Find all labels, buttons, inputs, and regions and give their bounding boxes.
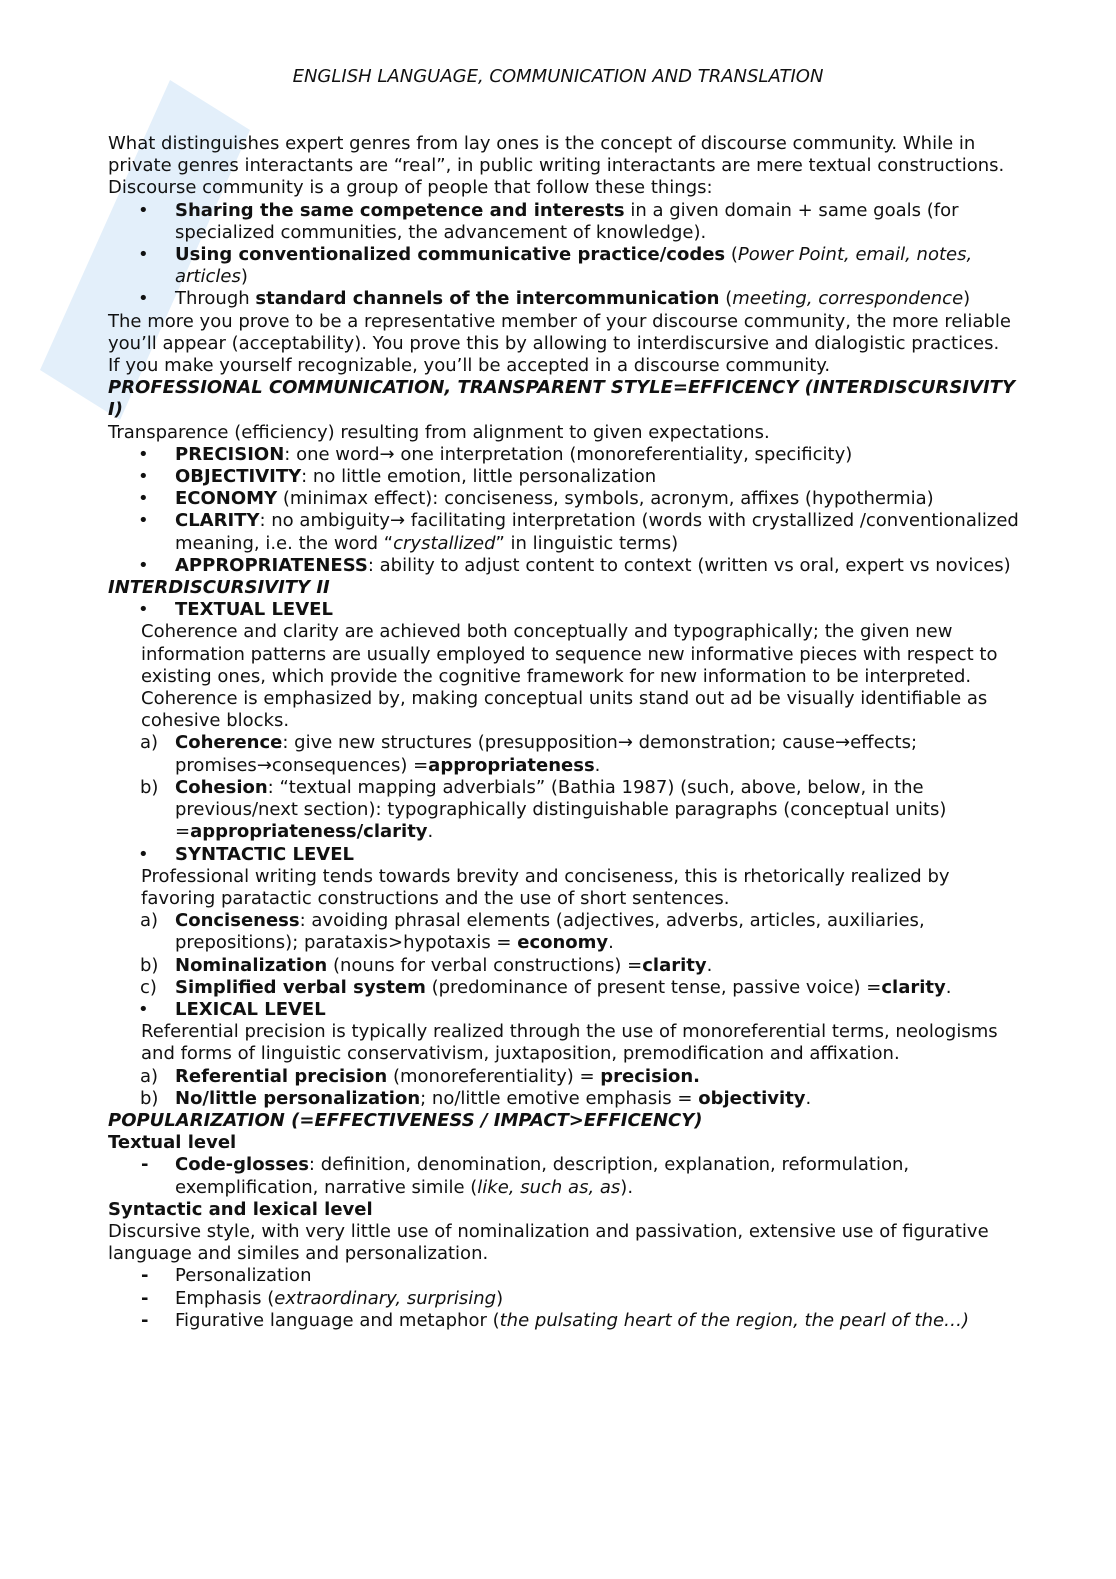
paragraph: The more you prove to be a representative member of your discourse community, the more reliable you’ll appear (acceptability). You prove this by allowing to interdiscursive and dialogistic practices.	[108, 310, 1011, 354]
list-item: b) Nominalization (nouns for verbal constructions) =clarity.	[140, 954, 713, 976]
list-item: • Sharing the same competence and interests in a given domain + same goals (for specialized communities, the advancement of knowledge).	[108, 200, 1028, 244]
list-item: • Using conventionalized communicative practice/codes (Power Point, email, notes, articles)	[108, 244, 1028, 288]
paragraph: Coherence and clarity are achieved both conceptually and typographically; the given new information patterns are usually employed to sequence new informative pieces with respect to existing ones, which provide the cognitive framework for new information to be interpreted.	[141, 621, 998, 687]
list-item: • CLARITY: no ambiguity→ facilitating interpretation (words with crystallized /conventionalized meaning, i.e. the word “crystallized” in linguistic terms)	[108, 510, 1028, 554]
paragraph: Discursive style, with very little use of nominalization and passivation, extensive use of figurative language and similes and personalization.	[108, 1220, 989, 1265]
paragraph: Professional writing tends towards brevity and conciseness, this is rhetorically realized by favoring paratactic constructions and the use of short sentences.	[141, 865, 950, 909]
section-heading: PROFESSIONAL COMMUNICATION, TRANSPARENT STYLE=EFFICENCY (INTERDISCURSIVITY I)	[108, 377, 1015, 421]
list-item: b) Cohesion: “textual mapping adverbials” (Bathia 1987) (such, above, below, in the previous/next section): typographically distinguishable paragraphs (conceptual units) =appropriateness/clarity.	[140, 776, 947, 843]
section-heading: POPULARIZATION (=EFFECTIVENESS / IMPACT>EFFICENCY)	[108, 1109, 703, 1131]
arrow-icon: →	[256, 754, 272, 776]
list-item: • Through standard channels of the intercommunication (meeting, correspondence)	[108, 288, 1028, 310]
bullet-list	[108, 200, 1028, 311]
list-item: b) No/little personalization; no/little emotive emphasis = objectivity.	[140, 1087, 812, 1109]
section-heading: INTERDISCURSIVITY II	[108, 577, 330, 599]
paragraph: Referential precision is typically realized through the use of monoreferential terms, neologisms and forms of linguistic conservativism, juxtaposition, premodification and affixation.	[141, 1021, 998, 1065]
paragraph: Discourse community is a group of people that follow these things:	[108, 177, 713, 199]
document-body	[108, 133, 1028, 1332]
bullet-list	[108, 999, 1028, 1021]
list-item: • SYNTACTIC LEVEL	[108, 844, 1028, 866]
list-item: - Emphasis (extraordinary, surprising)	[108, 1288, 1028, 1310]
list-item: • ECONOMY (minimax effect): conciseness, symbols, acronym, affixes (hypothermia)	[108, 488, 1028, 510]
list-item: • APPROPRIATENESS: ability to adjust content to context (written vs oral, expert vs novices)	[108, 555, 1028, 577]
list-item: - Figurative language and metaphor (the pulsating heart of the region, the pearl of the…)	[108, 1310, 1028, 1332]
dash-list	[108, 1265, 1028, 1332]
dash-list	[108, 1154, 1028, 1198]
arrow-icon: →	[379, 443, 395, 465]
paragraph: What distinguishes expert genres from lay ones is the concept of discourse community. While in private genres interactants are “real”, in public writing interactants are mere textual constructions.	[108, 133, 1005, 177]
lettered-list	[108, 732, 1028, 843]
arrow-icon: →	[389, 510, 406, 532]
list-item: - Code-glosses: definition, denomination, description, explanation, reformulation, exemplification, narrative simile (like, such as, as).	[108, 1154, 1028, 1198]
lettered-list	[108, 910, 1028, 999]
subsection-heading: Syntactic and lexical level	[108, 1198, 373, 1220]
paragraph: Transparence (efficiency) resulting from alignment to given expectations.	[108, 421, 770, 443]
list-item: c) Simplified verbal system (predominance of present tense, passive voice) =clarity.	[140, 976, 952, 998]
list-item: a) Conciseness: avoiding phrasal elements (adjectives, adverbs, articles, auxiliaries, prepositions); parataxis>hypotaxis = economy.	[140, 910, 925, 954]
list-item: - Personalization	[108, 1265, 1028, 1287]
lettered-list	[108, 1066, 1028, 1110]
arrow-icon: →	[617, 732, 633, 754]
bullet-list	[108, 444, 1028, 577]
bullet-list	[108, 599, 1028, 621]
subsection-heading: Textual level	[108, 1132, 237, 1154]
list-item: • OBJECTIVITY: no little emotion, little personalization	[108, 466, 1028, 488]
list-item: • PRECISION: one word→ one interpretation (monoreferentiality, specificity)	[108, 444, 1028, 466]
list-item: a) Referential precision (monoreferentiality) = precision.	[140, 1065, 701, 1087]
list-item: • LEXICAL LEVEL	[108, 999, 1028, 1021]
list-item: • TEXTUAL LEVEL	[108, 599, 1028, 621]
bullet-list	[108, 844, 1028, 866]
arrow-icon: →	[835, 732, 851, 754]
list-item: a) Coherence: give new structures (presupposition→ demonstration; cause→effects; promises→consequences) =appropriateness.	[140, 732, 918, 776]
paragraph: Coherence is emphasized by, making conceptual units stand out ad be visually identifiable as cohesive blocks.	[141, 688, 988, 732]
paragraph: If you make yourself recognizable, you’ll be accepted in a discourse community.	[108, 355, 831, 377]
page-header: ENGLISH LANGUAGE, COMMUNICATION AND TRANSLATION	[292, 66, 824, 87]
